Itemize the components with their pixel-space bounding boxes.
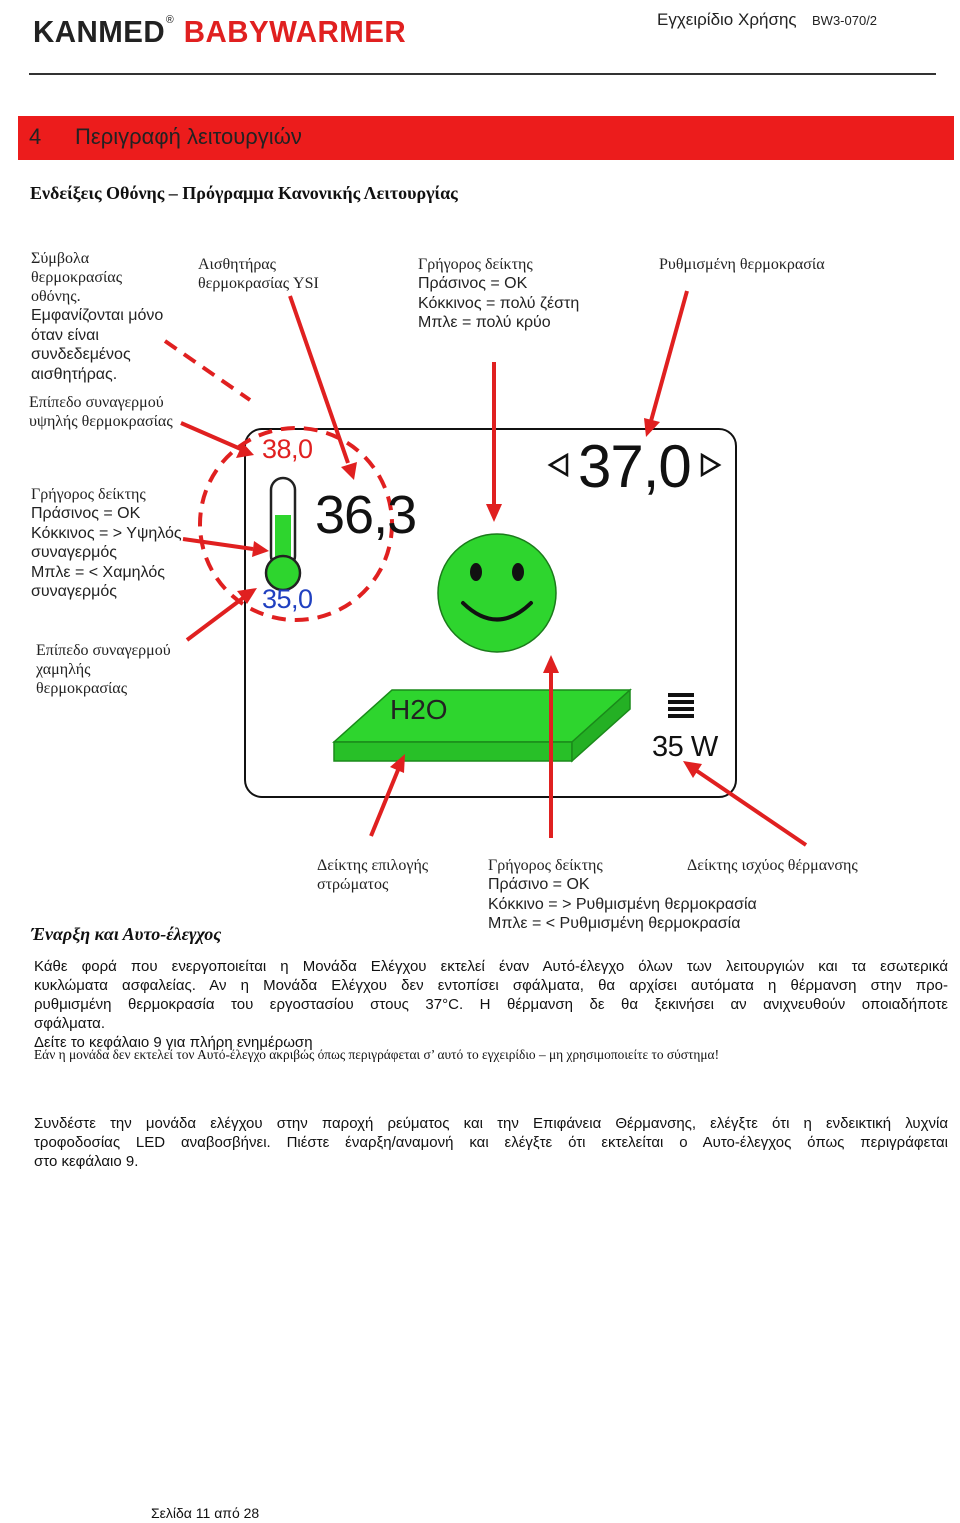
logo-registered-mark: ® [166,14,175,26]
document-code: BW3-070/2 [812,13,878,28]
measured-temp-value: 36,3 [315,485,417,545]
arrow-mattress [371,770,398,836]
label-low-alarm: Επίπεδο συναγερμού χαμηλής θερμοκρασίας [36,642,171,697]
arrow-fast-left [183,539,253,549]
arrow-set-temp [651,291,687,421]
section-title: Περιγραφή λειτουργιών [75,124,302,149]
label-fast-indicator-left: Γρήγορος δείκτης Πράσινος = ΟΚ Κόκκινος = > Υψηλός συναγερμός Μπλε = < Χαμηλός συναγερμός [31,486,182,600]
smiley-indicator-icon [438,534,556,652]
arrow-low-alarm [187,598,243,640]
label-temp-symbols: Σύμβολα θερμοκρασίας οθόνης. [31,250,123,305]
label-power-indicator: Δείκτης ισχύος θέρμανσης [687,857,858,874]
label-fast-indicator-top: Γρήγορος δείκτης Πράσινος = ΟΚ Κόκκινος = πολύ ζέστη Μπλε = πολύ κρύο [418,256,580,331]
low-alarm-value: 35,0 [262,584,313,614]
decrease-arrow-icon [550,455,567,475]
section-number: 4 [29,124,42,149]
document-title: Εγχειρίδιο Χρήσης [657,10,797,29]
arrow-temp-symbols [165,341,250,400]
label-fast-indicator-bottom: Γρήγορος δείκτης Πράσινο = ΟΚ Κόκκινο = > Ρυθμισμένη θερμοκρασία Μπλε = < Ρυθμισμένη θερμοκρασία [488,857,757,932]
label-set-temp: Ρυθμισμένη θερμοκρασία [659,256,825,273]
logo-babywarmer: BABYWARMER [183,14,407,49]
mattress-slab-icon [334,690,630,761]
warning-text: Εάν η μονάδα δεν εκτελεί τον Αυτό-έλεγχο ακριβώς όπως περιγράφεται σ’ αυτό το εγχειρίδιο – μη χρησιμοποιείτε το σύστημα! [34,1047,720,1062]
subheading: Ενδείξεις Οθόνης – Πρόγραμμα Κανονικής Λειτουργίας [30,183,458,203]
startup-paragraph: Κάθε φορά που ενεργοποιείται η Μονάδα Ελέγχου εκτελεί έναν Αυτό-έλεγχο όλων των λειτουργιών και τα εσωτερικά κυκλώματα ασφαλείας. Αν η Μονάδα Ελέγχου δεν εντοπίσει σφάλματα, θα αρχίσει αυτόματα η θέρμανση στην προ- ρυθμισμένη θερμοκρασία του εργοστασίου στους 37°C. Η θέρμανση δε θα ξεκινήσει αν ανιχνευθούν οποιαδήποτε σφάλματα. Δείτε το κεφάλαιο 9 για πλήρη ενημέρωση [34,958,948,1051]
startup-heading: Έναρξη και Αυτο-έλεγχος [31,924,222,944]
high-alarm-value: 38,0 [262,434,313,464]
label-ysi-sensor: Αισθητήρας θερμοκρασίας YSI [198,256,319,292]
thermometer-icon [266,478,300,590]
connect-paragraph: Συνδέστε την μονάδα ελέγχου στην παροχή ρεύματος και την Επιφάνεια Θέρμανσης, ελέγξτε ότι η ενδεικτική λυχνία τροφοδοσίας LED αναβοσβήνει. Πιέστε έναρξη/αναμονή και ελέγξτε ότι εκτελείται ο Αυτο-έλεγχος όπως περιγράφεται στο κεφάλαιο 9. [34,1115,948,1170]
mattress-label: H2O [390,694,448,725]
increase-arrow-icon [702,455,719,475]
power-bars-icon [668,693,694,718]
label-mattress-indicator: Δείκτης επιλογής στρώματος [317,857,429,893]
set-temp-value: 37,0 [578,433,691,500]
label-high-alarm: Επίπεδο συναγερμού υψηλής θερμοκρασίας [29,394,173,430]
logo-kanmed: KANMED [33,14,166,49]
label-temp-symbols-note: Εμφανίζονται μόνο όταν είναι συνδεδεμένος αισθητήρας. [31,307,164,383]
arrow-power [697,771,806,845]
arrow-high-alarm [181,423,243,450]
power-value: 35 W [652,731,718,763]
page-number: Σελίδα 11 από 28 [151,1505,260,1521]
